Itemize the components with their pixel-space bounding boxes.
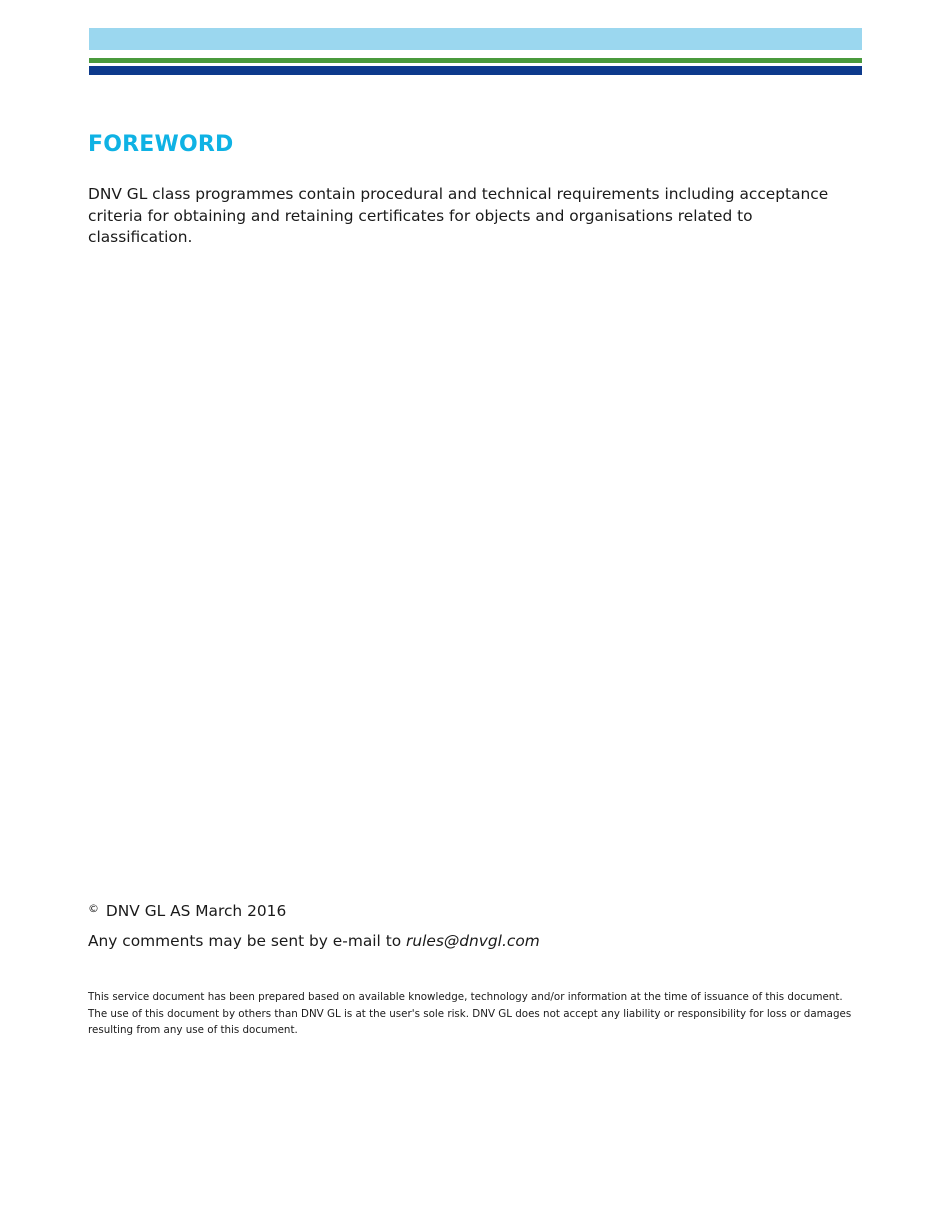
comments-prefix: Any comments may be sent by e-mail to (88, 932, 407, 950)
copyright-line (88, 898, 286, 922)
page-title: FOREWORD (88, 132, 234, 157)
copyright-symbol: © (88, 902, 99, 915)
foreword-text: DNV GL class programmes contain procedural and technical requirements including acceptance criteria for obtaining and retaining certificates for objects and organisations related to classification. (88, 185, 829, 246)
header-band-green (89, 58, 862, 63)
header-band-navy (89, 66, 862, 75)
header-band-light-blue (89, 28, 862, 50)
disclaimer-text: This service document has been prepared based on available knowledge, technology and/or information at the time of issuance of this document. The use of this document by others than DNV GL is at the user's sole risk. DNV GL does not accept any liability or responsibility for loss or damages resulting from any use of this document. (88, 991, 852, 1036)
email-link[interactable]: rules@dnvgl.com (406, 932, 540, 950)
comments-line (88, 931, 540, 952)
copyright-text: DNV GL AS March 2016 (105, 902, 287, 920)
